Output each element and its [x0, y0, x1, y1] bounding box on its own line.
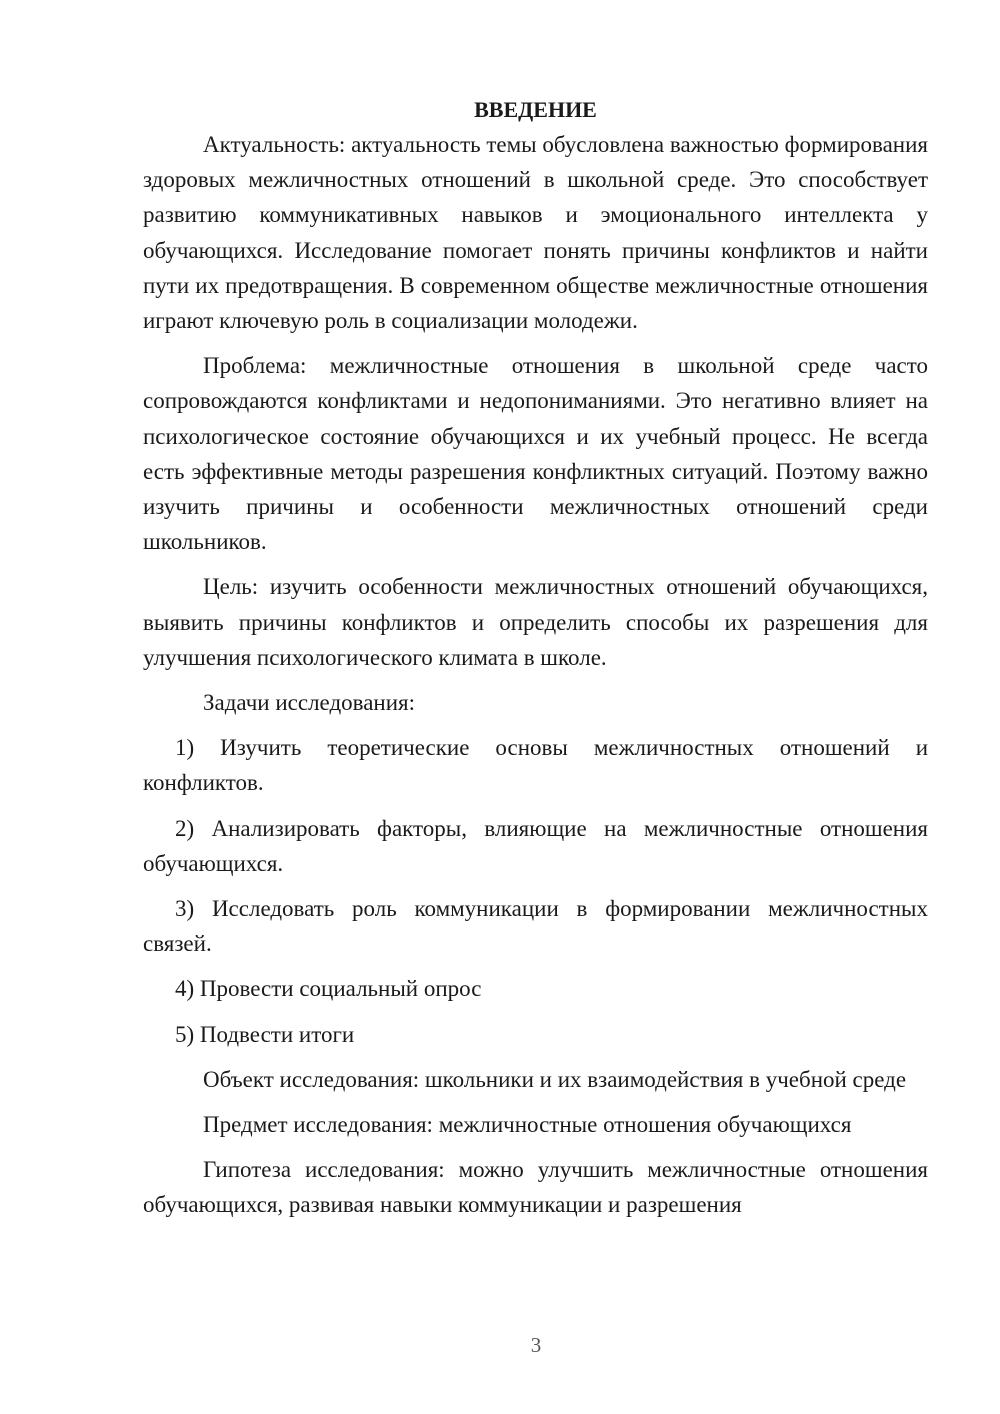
task-item-5: 5) Подвести итоги — [175, 1021, 355, 1047]
tasks-heading: Задачи исследования: — [203, 690, 416, 716]
document-page — [143, 92, 928, 1233]
paragraph-problem: Проблема: межличностные отношения в школьной среде часто сопровождаются конфликтами и недопониманиями. Это негативно влияет на психологическое состояние обучающихся и их учебный процесс. Не всегда есть эффективные методы разрешения конфликтных ситуаций. Поэтому важно изучить причины и особенности межличностных отношений среди школьников. — [143, 353, 928, 555]
task-item-3: 3) Исследовать роль коммуникации в формировании межличностных связей. — [143, 896, 928, 957]
paragraph-subject: Предмет исследования: межличностные отношения обучающихся — [203, 1112, 852, 1138]
task-item-4: 4) Провести социальный опрос — [175, 976, 482, 1002]
paragraph-relevance: Актуальность: актуальность темы обусловлена важностью формирования здоровых межличностных отношений в школьной среде. Это способствует развитию коммуникативных навыков и эмоционального интеллекта у обучающихся. Исследование помогает понять причины конфликтов и найти пути их предотвращения. В современном обществе межличностные отношения играют ключевую роль в социализации молодежи. — [143, 132, 928, 334]
paragraph-object: Объект исследования: школьники и их взаимодействия в учебной среде — [203, 1066, 907, 1092]
paragraph-hypothesis: Гипотеза исследования: можно улучшить межличностные отношения обучающихся, развивая навыки коммуникации и разрешения — [143, 1157, 928, 1218]
paragraph-goal: Цель: изучить особенности межличностных отношений обучающихся, выявить причины конфликтов и определить способы их разрешения для улучшения психологического климата в школе. — [143, 574, 928, 670]
section-title: ВВЕДЕНИЕ — [474, 97, 597, 122]
task-item-2: 2) Анализировать факторы, влияющие на межличностные отношения обучающихся. — [143, 815, 928, 876]
task-item-1: 1) Изучить теоретические основы межличностных отношений и конфликтов. — [143, 735, 928, 796]
page-number: 3 — [530, 1333, 542, 1357]
